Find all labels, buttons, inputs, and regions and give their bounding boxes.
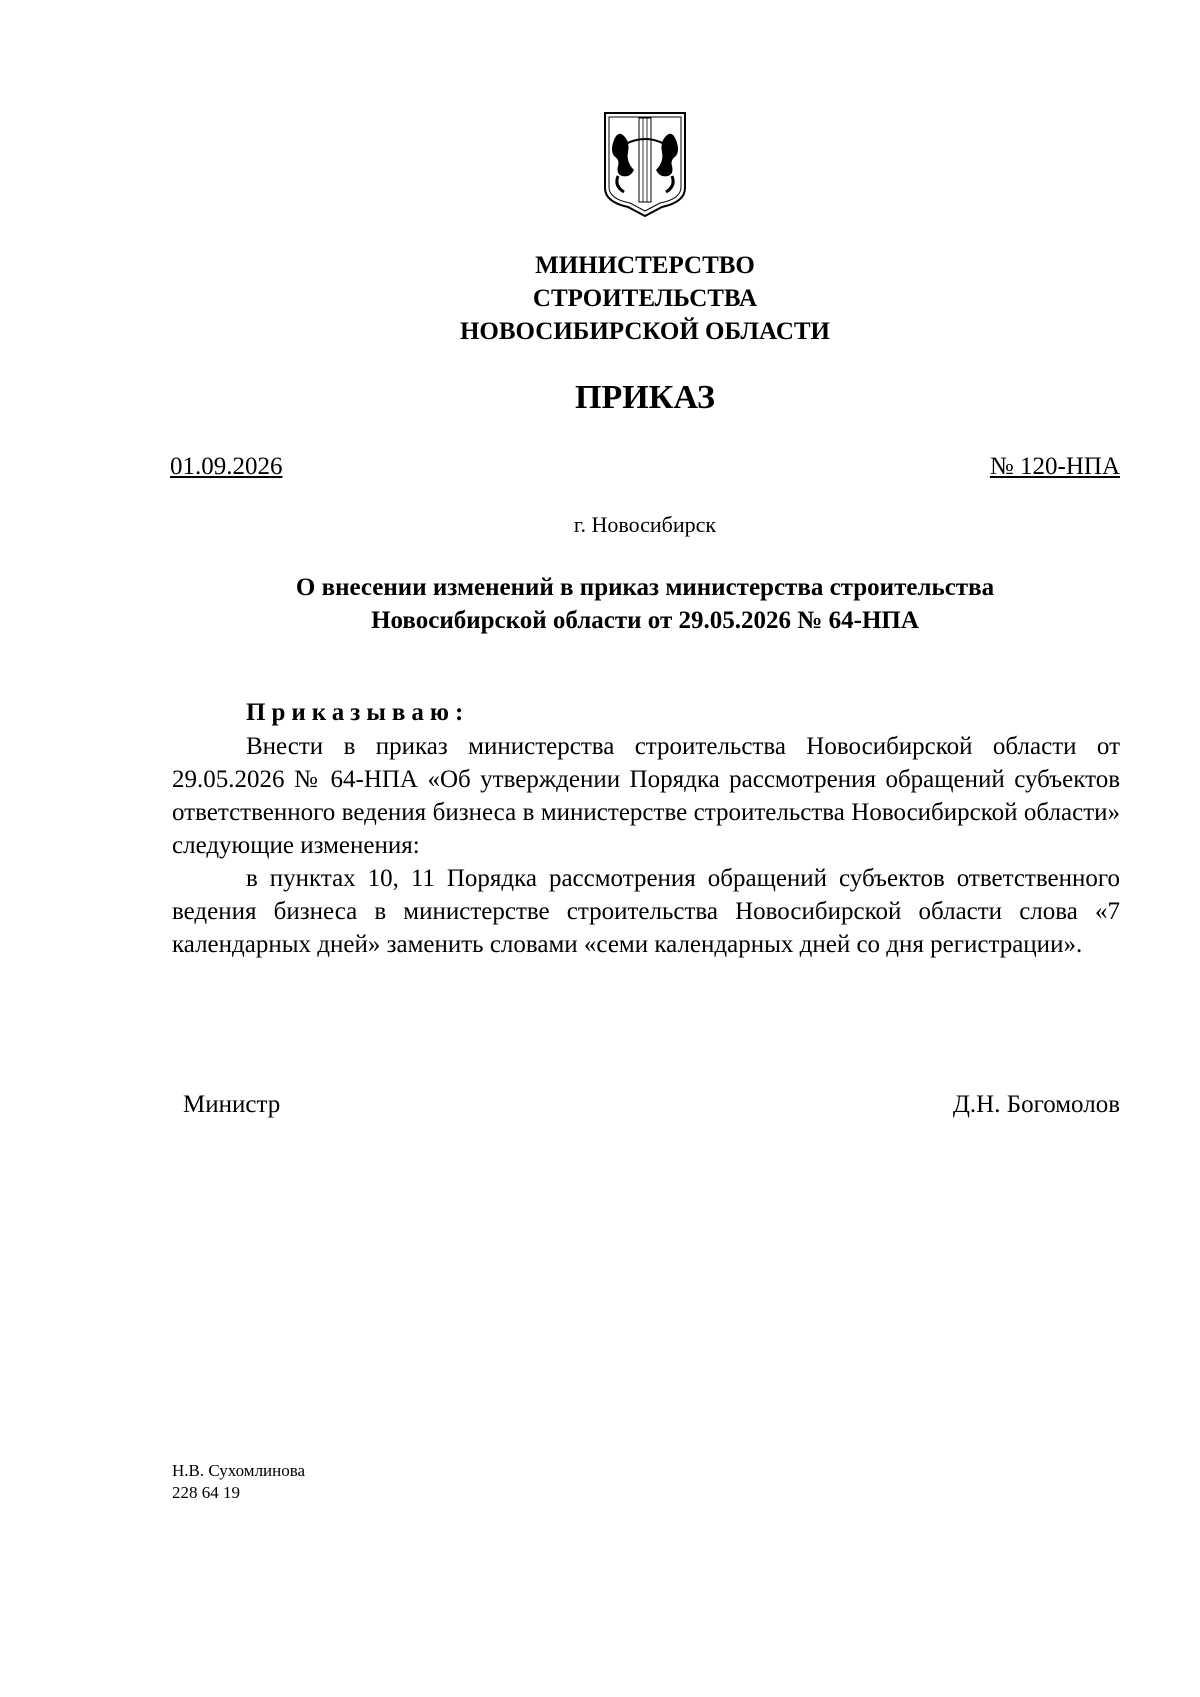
subject-line-2: Новосибирской области от 29.05.2026 № 64-НПА xyxy=(371,607,919,634)
ministry-name-line-1: МИНИСТЕРСТВО xyxy=(535,252,755,279)
ministry-name-line-3: НОВОСИБИРСКОЙ ОБЛАСТИ xyxy=(459,318,831,345)
subject-line-1: О внесении изменений в приказ министерства строительства xyxy=(295,574,995,601)
document-subject xyxy=(170,571,1120,637)
document-type: ПРИКАЗ xyxy=(575,379,715,416)
executor-name: Н.В. Сухомлинова xyxy=(172,1461,306,1480)
document-date: 01.09.2026 xyxy=(170,453,283,480)
body-paragraph-1: Внести в приказ министерства строительства Новосибирской области от 29.05.2026 № 64-НПА «Об утверждении Порядка рассмотрения обращений субъектов ответственного ведения бизнеса в министерстве строительства Новосибирской области» следующие изменения: xyxy=(172,733,1120,859)
document-number: № 120-НПА xyxy=(989,453,1120,480)
signatory-position: Министр xyxy=(183,1091,281,1118)
ministry-name-line-2: СТРОИТЕЛЬСТВА xyxy=(532,285,758,312)
ministry-name xyxy=(0,249,1200,348)
body-paragraph-2: в пунктах 10, 11 Порядка рассмотрения обращений субъектов ответственного ведения бизнеса в министерстве строительства Новосибирской области слова «7 календарных дней» заменить словами «семи календарных дней со дня регистрации». xyxy=(172,865,1120,958)
coat-of-arms-icon xyxy=(602,110,688,218)
signatory-name: Д.Н. Богомолов xyxy=(952,1091,1120,1118)
document-city: г. Новосибирск xyxy=(573,512,717,537)
order-word: Приказываю: xyxy=(246,699,470,726)
executor-phone: 228 64 19 xyxy=(172,1483,240,1502)
document-body xyxy=(172,730,1120,961)
